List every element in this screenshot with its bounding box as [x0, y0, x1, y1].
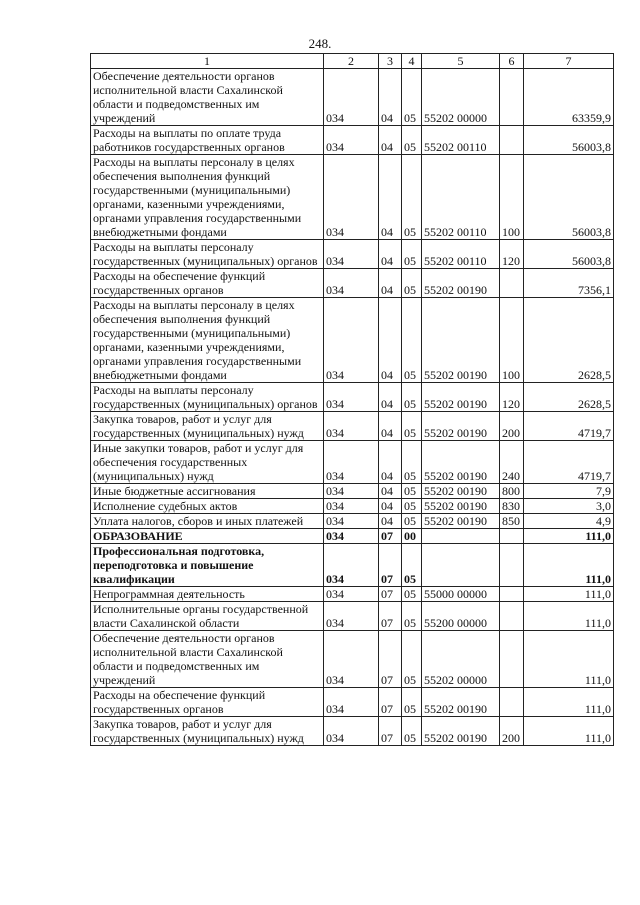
row-amount-cell: 56003,8: [524, 126, 614, 155]
row-target-article-cell: 55202 00110: [422, 155, 500, 240]
row-amount-cell: 3,0: [524, 499, 614, 514]
row-expense-type-cell: [500, 631, 524, 688]
row-target-article-cell: 55202 00190: [422, 499, 500, 514]
row-target-article-cell: 55202 00000: [422, 69, 500, 126]
row-ved-cell: 034: [324, 602, 379, 631]
row-expense-type-cell: [500, 269, 524, 298]
row-section-cell: 04: [379, 383, 402, 412]
row-name-cell: ОБРАЗОВАНИЕ: [91, 529, 324, 544]
row-section-cell: 07: [379, 529, 402, 544]
row-target-article-cell: 55202 00190: [422, 269, 500, 298]
row-subsection-cell: 05: [402, 499, 422, 514]
row-amount-cell: 7356,1: [524, 269, 614, 298]
row-ved-cell: 034: [324, 499, 379, 514]
row-expense-type-cell: 200: [500, 717, 524, 746]
row-name-cell: Иные закупки товаров, работ и услуг для обеспечения государственных (муниципальных) нужд: [91, 441, 324, 484]
row-amount-cell: 56003,8: [524, 155, 614, 240]
table-row: [91, 587, 614, 602]
table-row: [91, 155, 614, 240]
row-section-cell: 04: [379, 441, 402, 484]
row-expense-type-cell: 200: [500, 412, 524, 441]
table-row: [91, 441, 614, 484]
table-row: [91, 269, 614, 298]
table-row: [91, 298, 614, 383]
row-ved-cell: 034: [324, 126, 379, 155]
row-target-article-cell: 55202 00190: [422, 484, 500, 499]
row-ved-cell: 034: [324, 514, 379, 529]
row-target-article-cell: 55000 00000: [422, 587, 500, 602]
row-expense-type-cell: [500, 529, 524, 544]
row-subsection-cell: 05: [402, 544, 422, 587]
row-section-cell: 04: [379, 298, 402, 383]
row-amount-cell: 111,0: [524, 688, 614, 717]
table-row: [91, 631, 614, 688]
column-header: 7: [524, 54, 614, 69]
row-expense-type-cell: 830: [500, 499, 524, 514]
row-section-cell: 04: [379, 484, 402, 499]
row-section-cell: 04: [379, 269, 402, 298]
row-name-cell: Расходы на выплаты персоналу в целях обеспечения выполнения функций государственными (муниципальными) органами, казенными учреждениями, органами управления государственными внебюджетными фондами: [91, 155, 324, 240]
row-name-cell: Профессиональная подготовка, переподготовка и повышение квалификации: [91, 544, 324, 587]
row-subsection-cell: 05: [402, 412, 422, 441]
row-name-cell: Расходы на выплаты персоналу государственных (муниципальных) органов: [91, 383, 324, 412]
row-subsection-cell: 05: [402, 298, 422, 383]
row-target-article-cell: 55202 00110: [422, 240, 500, 269]
row-subsection-cell: 05: [402, 240, 422, 269]
row-section-cell: 04: [379, 126, 402, 155]
row-expense-type-cell: 240: [500, 441, 524, 484]
row-subsection-cell: 05: [402, 717, 422, 746]
row-subsection-cell: 05: [402, 602, 422, 631]
row-ved-cell: 034: [324, 155, 379, 240]
row-expense-type-cell: [500, 688, 524, 717]
row-amount-cell: 111,0: [524, 529, 614, 544]
row-expense-type-cell: 120: [500, 240, 524, 269]
row-target-article-cell: 55202 00000: [422, 631, 500, 688]
row-subsection-cell: 05: [402, 484, 422, 499]
column-header: 1: [91, 54, 324, 69]
row-target-article-cell: 55202 00190: [422, 441, 500, 484]
row-section-cell: 07: [379, 717, 402, 746]
row-subsection-cell: 05: [402, 155, 422, 240]
row-target-article-cell: 55202 00110: [422, 126, 500, 155]
row-section-cell: 04: [379, 499, 402, 514]
row-name-cell: Расходы на обеспечение функций государственных органов: [91, 269, 324, 298]
row-subsection-cell: 05: [402, 631, 422, 688]
row-name-cell: Непрограммная деятельность: [91, 587, 324, 602]
table-row: [91, 514, 614, 529]
row-section-cell: 07: [379, 631, 402, 688]
row-subsection-cell: 05: [402, 441, 422, 484]
row-expense-type-cell: [500, 126, 524, 155]
row-amount-cell: 4,9: [524, 514, 614, 529]
row-target-article-cell: 55202 00190: [422, 717, 500, 746]
row-name-cell: Расходы на выплаты персоналу в целях обеспечения выполнения функций государственными (муниципальными) органами, казенными учреждениями, органами управления государственными внебюджетными фондами: [91, 298, 324, 383]
row-target-article-cell: 55200 00000: [422, 602, 500, 631]
row-expense-type-cell: 100: [500, 298, 524, 383]
table-row: [91, 688, 614, 717]
row-name-cell: Обеспечение деятельности органов исполнительной власти Сахалинской области и подведомственных им учреждений: [91, 69, 324, 126]
row-ved-cell: 034: [324, 544, 379, 587]
row-name-cell: Расходы на выплаты по оплате труда работников государственных органов: [91, 126, 324, 155]
row-target-article-cell: 55202 00190: [422, 514, 500, 529]
row-amount-cell: 4719,7: [524, 441, 614, 484]
table-row: [91, 383, 614, 412]
row-name-cell: Исполнительные органы государственной власти Сахалинской области: [91, 602, 324, 631]
table-row: [91, 126, 614, 155]
row-ved-cell: 034: [324, 240, 379, 269]
row-amount-cell: 2628,5: [524, 298, 614, 383]
row-ved-cell: 034: [324, 717, 379, 746]
row-expense-type-cell: [500, 69, 524, 126]
row-target-article-cell: [422, 529, 500, 544]
row-amount-cell: 4719,7: [524, 412, 614, 441]
row-name-cell: Обеспечение деятельности органов исполнительной власти Сахалинской области и подведомственных им учреждений: [91, 631, 324, 688]
table-row: [91, 529, 614, 544]
row-amount-cell: 111,0: [524, 602, 614, 631]
row-name-cell: Иные бюджетные ассигнования: [91, 484, 324, 499]
row-target-article-cell: 55202 00190: [422, 298, 500, 383]
row-amount-cell: 111,0: [524, 631, 614, 688]
row-subsection-cell: 00: [402, 529, 422, 544]
row-ved-cell: 034: [324, 412, 379, 441]
row-amount-cell: 111,0: [524, 717, 614, 746]
row-section-cell: 07: [379, 587, 402, 602]
row-section-cell: 04: [379, 155, 402, 240]
table-row: [91, 484, 614, 499]
row-name-cell: Исполнение судебных актов: [91, 499, 324, 514]
column-header: 6: [500, 54, 524, 69]
table-row: [91, 412, 614, 441]
row-ved-cell: 034: [324, 298, 379, 383]
row-name-cell: Закупка товаров, работ и услуг для государственных (муниципальных) нужд: [91, 717, 324, 746]
row-section-cell: 07: [379, 688, 402, 717]
row-name-cell: Расходы на выплаты персоналу государственных (муниципальных) органов: [91, 240, 324, 269]
row-section-cell: 04: [379, 240, 402, 269]
table-row: [91, 240, 614, 269]
row-section-cell: 04: [379, 514, 402, 529]
row-section-cell: 04: [379, 69, 402, 126]
row-subsection-cell: 05: [402, 69, 422, 126]
row-amount-cell: 2628,5: [524, 383, 614, 412]
budget-table: [90, 53, 614, 746]
page-number: 248.: [308, 36, 332, 51]
row-subsection-cell: 05: [402, 587, 422, 602]
row-name-cell: Закупка товаров, работ и услуг для государственных (муниципальных) нужд: [91, 412, 324, 441]
column-number-row: [91, 54, 614, 69]
column-header: 2: [324, 54, 379, 69]
row-section-cell: 07: [379, 544, 402, 587]
row-expense-type-cell: 800: [500, 484, 524, 499]
row-expense-type-cell: 100: [500, 155, 524, 240]
row-expense-type-cell: 850: [500, 514, 524, 529]
row-amount-cell: 7,9: [524, 484, 614, 499]
table-row: [91, 69, 614, 126]
row-amount-cell: 111,0: [524, 587, 614, 602]
row-amount-cell: 63359,9: [524, 69, 614, 126]
row-ved-cell: 034: [324, 69, 379, 126]
row-subsection-cell: 05: [402, 688, 422, 717]
row-subsection-cell: 05: [402, 514, 422, 529]
row-expense-type-cell: 120: [500, 383, 524, 412]
row-expense-type-cell: [500, 602, 524, 631]
row-ved-cell: 034: [324, 383, 379, 412]
row-section-cell: 04: [379, 412, 402, 441]
row-ved-cell: 034: [324, 631, 379, 688]
row-expense-type-cell: [500, 587, 524, 602]
table-row: [91, 544, 614, 587]
table-row: [91, 499, 614, 514]
row-subsection-cell: 05: [402, 269, 422, 298]
row-name-cell: Уплата налогов, сборов и иных платежей: [91, 514, 324, 529]
table-body: [91, 69, 614, 746]
row-subsection-cell: 05: [402, 126, 422, 155]
row-section-cell: 07: [379, 602, 402, 631]
table-row: [91, 717, 614, 746]
row-subsection-cell: 05: [402, 383, 422, 412]
row-expense-type-cell: [500, 544, 524, 587]
table-row: [91, 602, 614, 631]
row-target-article-cell: 55202 00190: [422, 383, 500, 412]
row-ved-cell: 034: [324, 529, 379, 544]
column-header: 5: [422, 54, 500, 69]
row-amount-cell: 56003,8: [524, 240, 614, 269]
row-amount-cell: 111,0: [524, 544, 614, 587]
row-ved-cell: 034: [324, 688, 379, 717]
column-header: 3: [379, 54, 402, 69]
row-ved-cell: 034: [324, 484, 379, 499]
row-target-article-cell: 55202 00190: [422, 688, 500, 717]
row-ved-cell: 034: [324, 269, 379, 298]
column-header: 4: [402, 54, 422, 69]
row-name-cell: Расходы на обеспечение функций государственных органов: [91, 688, 324, 717]
row-ved-cell: 034: [324, 441, 379, 484]
row-ved-cell: 034: [324, 587, 379, 602]
row-target-article-cell: [422, 544, 500, 587]
row-target-article-cell: 55202 00190: [422, 412, 500, 441]
